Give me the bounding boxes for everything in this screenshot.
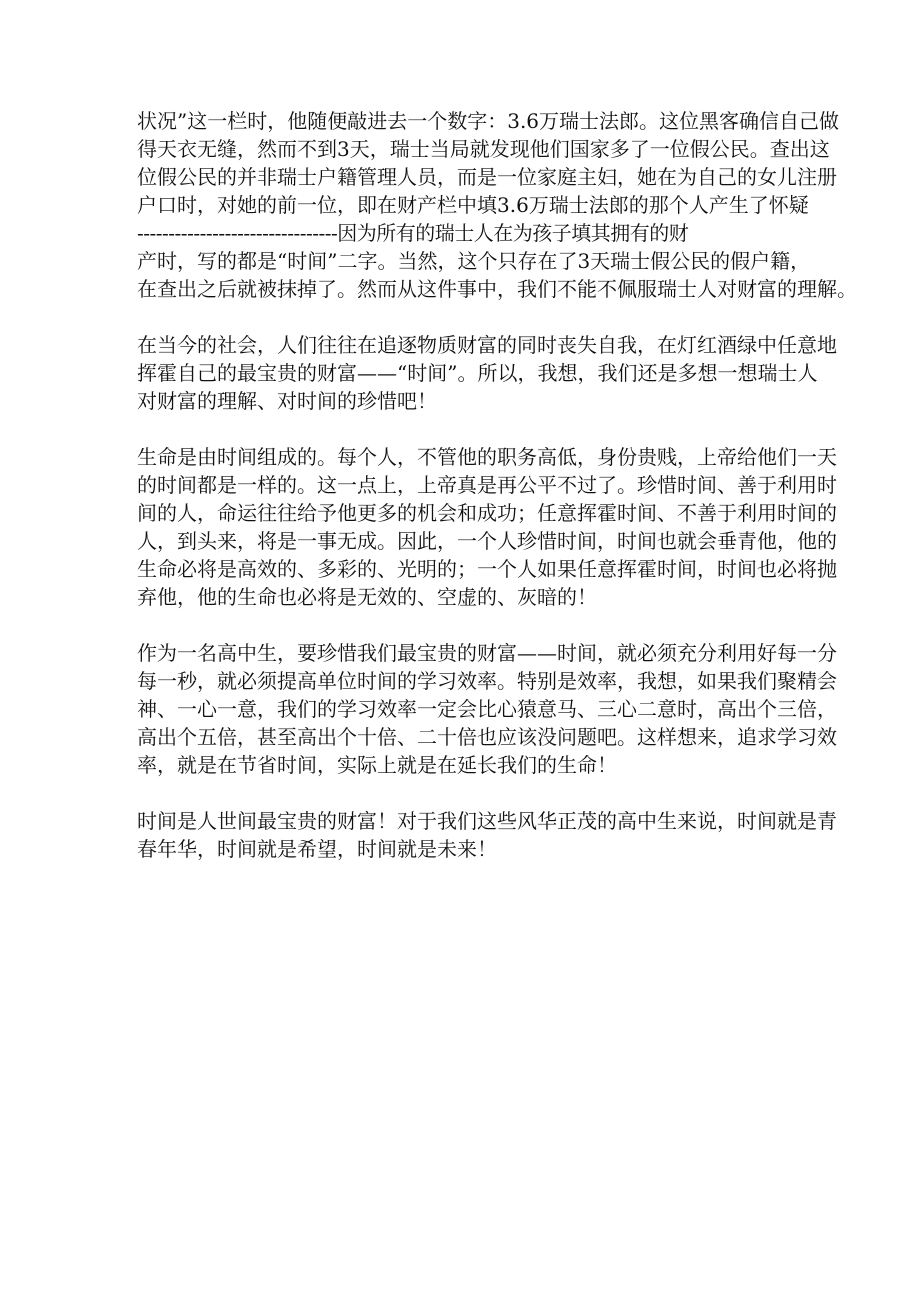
text-line: 产时，写的都是“时间”二字。当然，这个只存在了3天瑞士假公民的假户籍， [137,249,811,273]
text-line: --------------------------------因为所有的瑞士人在为孩子填其拥有的财 [137,221,689,245]
document-body [137,107,857,891]
text-line: 每一秒，就必须提高单位时间的学习效率。特别是效率，我想，如果我们聚精会 [137,669,837,693]
text-line: 高出个五倍，甚至高出个十倍、二十倍也应该没问题吧。这样想来，追求学习效 [137,725,837,749]
paragraph-conclusion [137,807,837,863]
text-line: 户口时，对她的前一位，即在财产栏中填3.6万瑞士法郎的那个人产生了怀疑 [137,193,809,217]
text-line: 作为一名高中生，要珍惜我们最宝贵的财富——时间，就必须充分利用好每一分 [137,641,837,665]
text-line: 弃他，他的生命也必将是无效的、空虚的、灰暗的！ [137,585,597,609]
paragraph-swiss-citizen-story [137,107,857,303]
paragraph-modern-society [137,331,837,415]
text-line: 神、一心一意，我们的学习效率一定会比心猿意马、三心二意时，高出个三倍， [137,697,837,721]
text-line: 在查出之后就被抹掉了。然而从这件事中，我们不能不佩服瑞士人对财富的理解。 [137,277,857,301]
text-line: 间的人，命运往往给予他更多的机会和成功；任意挥霍时间、不善于利用时间的 [137,501,837,525]
text-line: 挥霍自己的最宝贵的财富——“时间”。所以，我想，我们还是多想一想瑞士人 [137,361,818,385]
text-line: 位假公民的并非瑞士户籍管理人员，而是一位家庭主妇，她在为自己的女儿注册 [137,165,837,189]
text-line: 率，就是在节省时间，实际上就是在延长我们的生命！ [137,753,617,777]
text-line: 时间是人世间最宝贵的财富！对于我们这些风华正茂的高中生来说，时间就是青 [137,809,837,833]
text-line: 在当今的社会，人们往往在追逐物质财富的同时丧失自我，在灯红酒绿中任意地 [137,333,837,357]
paragraph-life-and-time [137,443,837,611]
text-line: 春年华，时间就是希望，时间就是未来！ [137,837,497,861]
text-line: 状况”这一栏时，他随便敲进去一个数字：3.6万瑞士法郎。这位黑客确信自己做 [137,109,840,133]
paragraph-high-school-student [137,639,837,779]
text-line: 的时间都是一样的。这一点上，上帝真是再公平不过了。珍惜时间、善于利用时 [137,473,837,497]
text-line: 人，到头来，将是一事无成。因此，一个人珍惜时间，时间也就会垂青他，他的 [137,529,837,553]
text-line: 生命必将是高效的、多彩的、光明的；一个人如果任意挥霍时间，时间也必将抛 [137,557,837,581]
text-line: 生命是由时间组成的。每个人，不管他的职务高低，身份贵贱，上帝给他们一天 [137,445,837,469]
text-line: 得天衣无缝，然而不到3天，瑞士当局就发现他们国家多了一位假公民。查出这 [137,137,830,161]
text-line: 对财富的理解、对时间的珍惜吧！ [137,389,437,413]
